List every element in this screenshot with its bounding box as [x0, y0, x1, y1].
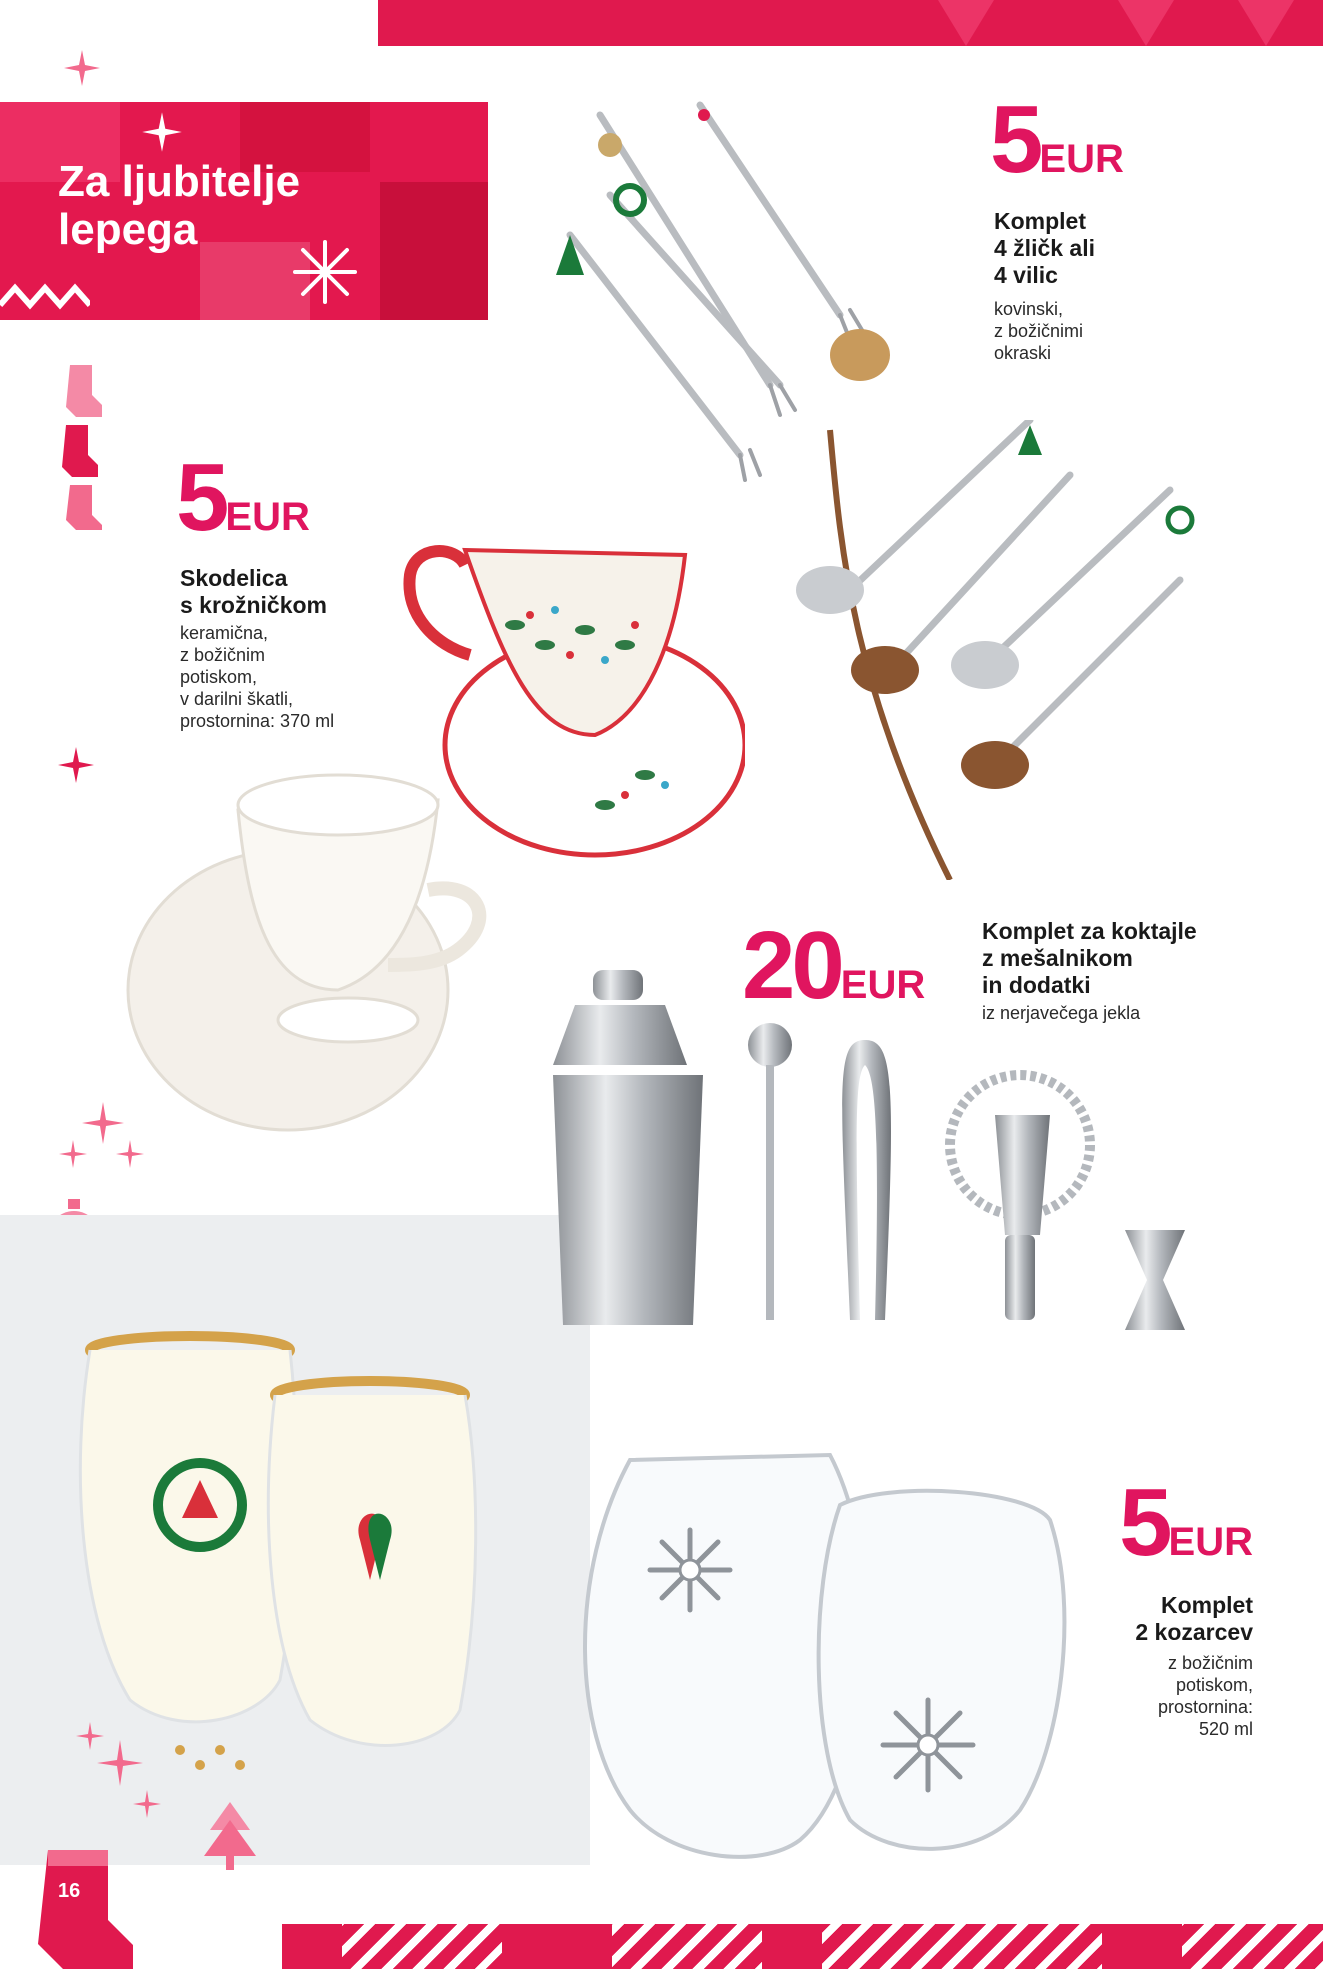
stocking-icon	[38, 1850, 138, 1969]
price-currency: EUR	[840, 963, 926, 1007]
stocking-icon	[60, 360, 110, 530]
section-header	[0, 102, 488, 320]
glasses-price	[1119, 1469, 1253, 1576]
desc-line: prostornina:	[1157, 1697, 1253, 1717]
cocktail-set-image	[525, 965, 1240, 1365]
title-line: Skodelica	[180, 565, 288, 591]
price-value: 5	[990, 86, 1040, 193]
page-number: 16	[58, 1880, 81, 1902]
cup-description	[180, 622, 334, 732]
desc-line: 520 ml	[1198, 1719, 1253, 1739]
top-decor-band	[378, 0, 1323, 46]
title-line: Komplet za koktajle	[982, 918, 1197, 944]
desc-line: okraski	[994, 343, 1052, 363]
forks-price	[990, 86, 1124, 193]
cup-price	[176, 444, 310, 551]
zigzag-icon	[0, 280, 90, 310]
price-currency: EUR	[1039, 137, 1124, 181]
section-title-line2: lepega	[58, 205, 198, 254]
price-currency: EUR	[225, 495, 310, 539]
title-line: Komplet	[994, 208, 1086, 234]
sparkles-icon	[72, 1720, 182, 1840]
price-currency: EUR	[1168, 1520, 1253, 1564]
tree-icon	[200, 1800, 260, 1880]
title-line: s krožničkom	[180, 592, 327, 618]
price-value: 5	[176, 444, 226, 551]
snowflake-icon	[290, 237, 360, 307]
price-value: 20	[742, 912, 841, 1019]
forks-description	[994, 298, 1083, 364]
desc-line: iz nerjavečega jekla	[982, 1003, 1141, 1023]
desc-line: z božičnim	[1167, 1653, 1253, 1673]
cup-white-image	[118, 770, 518, 1140]
section-title-line1: Za ljubitelje	[58, 157, 301, 206]
title-line: 2 kozarcev	[1135, 1619, 1253, 1645]
glasses-description	[1158, 1652, 1253, 1740]
section-title	[58, 158, 300, 254]
title-line: in dodatki	[982, 972, 1091, 998]
sparkle-icon	[140, 110, 184, 154]
glasses-title	[1135, 1592, 1253, 1646]
desc-line: z božičnim	[180, 645, 266, 665]
title-line: 4 žličk ali	[994, 235, 1096, 261]
desc-line: potiskom,	[1175, 1675, 1253, 1695]
title-line: Komplet	[1161, 1592, 1253, 1618]
title-line: 4 vilic	[994, 262, 1058, 288]
desc-line: kovinski,	[994, 299, 1064, 319]
bottom-decor-band	[282, 1924, 1323, 1969]
glasses-image	[560, 1450, 1080, 1870]
spoons-image	[790, 420, 1210, 880]
star-icon	[56, 745, 96, 785]
forks-title	[994, 208, 1095, 289]
cup-title	[180, 565, 327, 619]
desc-line: potiskom,	[180, 667, 258, 687]
star-icon	[62, 48, 102, 88]
price-value: 5	[1119, 1469, 1169, 1576]
desc-line: keramična,	[180, 623, 269, 643]
desc-line: prostornina: 370 ml	[180, 711, 335, 731]
desc-line: v darilni škatli,	[180, 689, 294, 709]
eggnog-glasses-image	[70, 1320, 530, 1780]
desc-line: z božičnimi	[994, 321, 1084, 341]
title-line: z mešalnikom	[982, 945, 1133, 971]
